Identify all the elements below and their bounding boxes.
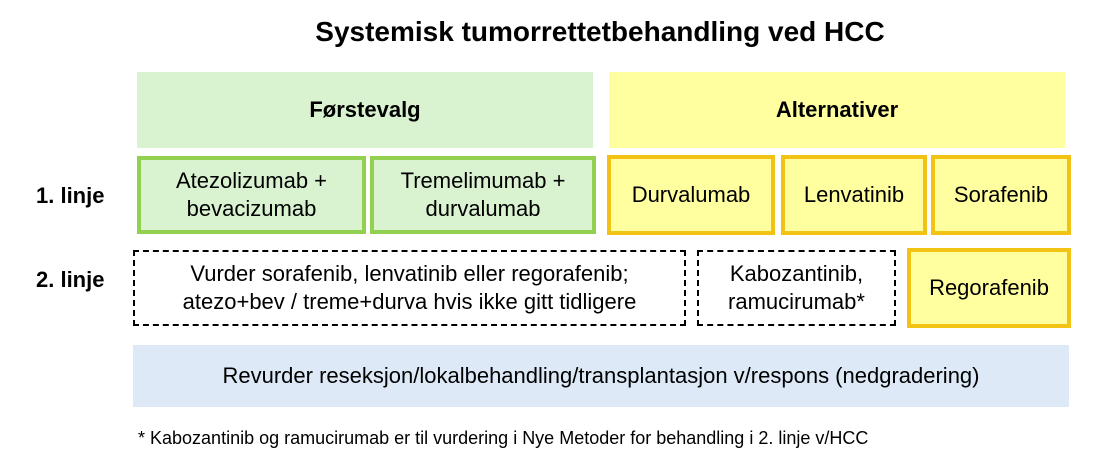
treatment-tremelimumab-durvalumab (370, 156, 596, 234)
treatment-line: Tremelimumab + (400, 167, 566, 193)
row-label-line2: 2. linje (36, 267, 105, 292)
reassess-bar: Revurder reseksjon/lokalbehandling/transplantasjon v/respons (nedgradering) (133, 345, 1069, 407)
treatment-kabozantinib-ramucirumab (697, 250, 896, 326)
treatment-regorafenib: Regorafenib (907, 248, 1071, 328)
treatment-line: durvalumab (425, 196, 541, 221)
treatment-line: bevacizumab (186, 196, 317, 221)
first-choice-header: Førstevalg (137, 72, 593, 148)
treatment-durvalumab: Durvalumab (607, 155, 775, 235)
treatment-line: Kabozantinib, (729, 260, 864, 286)
alternatives-header: Alternativer (609, 72, 1065, 148)
consider-line: Vurder sorafenib, lenvatinib eller regorafenib; (190, 260, 629, 286)
treatment-line: Atezolizumab + (175, 167, 328, 193)
consider-options-box (133, 250, 686, 326)
page-title: Systemisk tumorrettetbehandling ved HCC (315, 16, 885, 47)
treatment-sorafenib: Sorafenib (931, 155, 1071, 235)
footnote: * Kabozantinib og ramucirumab er til vurdering i Nye Metoder for behandling i 2. linje v/HCC (138, 427, 869, 448)
row-label-line1: 1. linje (36, 183, 105, 208)
treatment-line: ramucirumab* (728, 289, 865, 314)
treatment-lenvatinib: Lenvatinib (781, 155, 927, 235)
consider-line: atezo+bev / treme+durva hvis ikke gitt tidligere (182, 289, 637, 314)
treatment-atezolizumab-bevacizumab (137, 156, 366, 234)
